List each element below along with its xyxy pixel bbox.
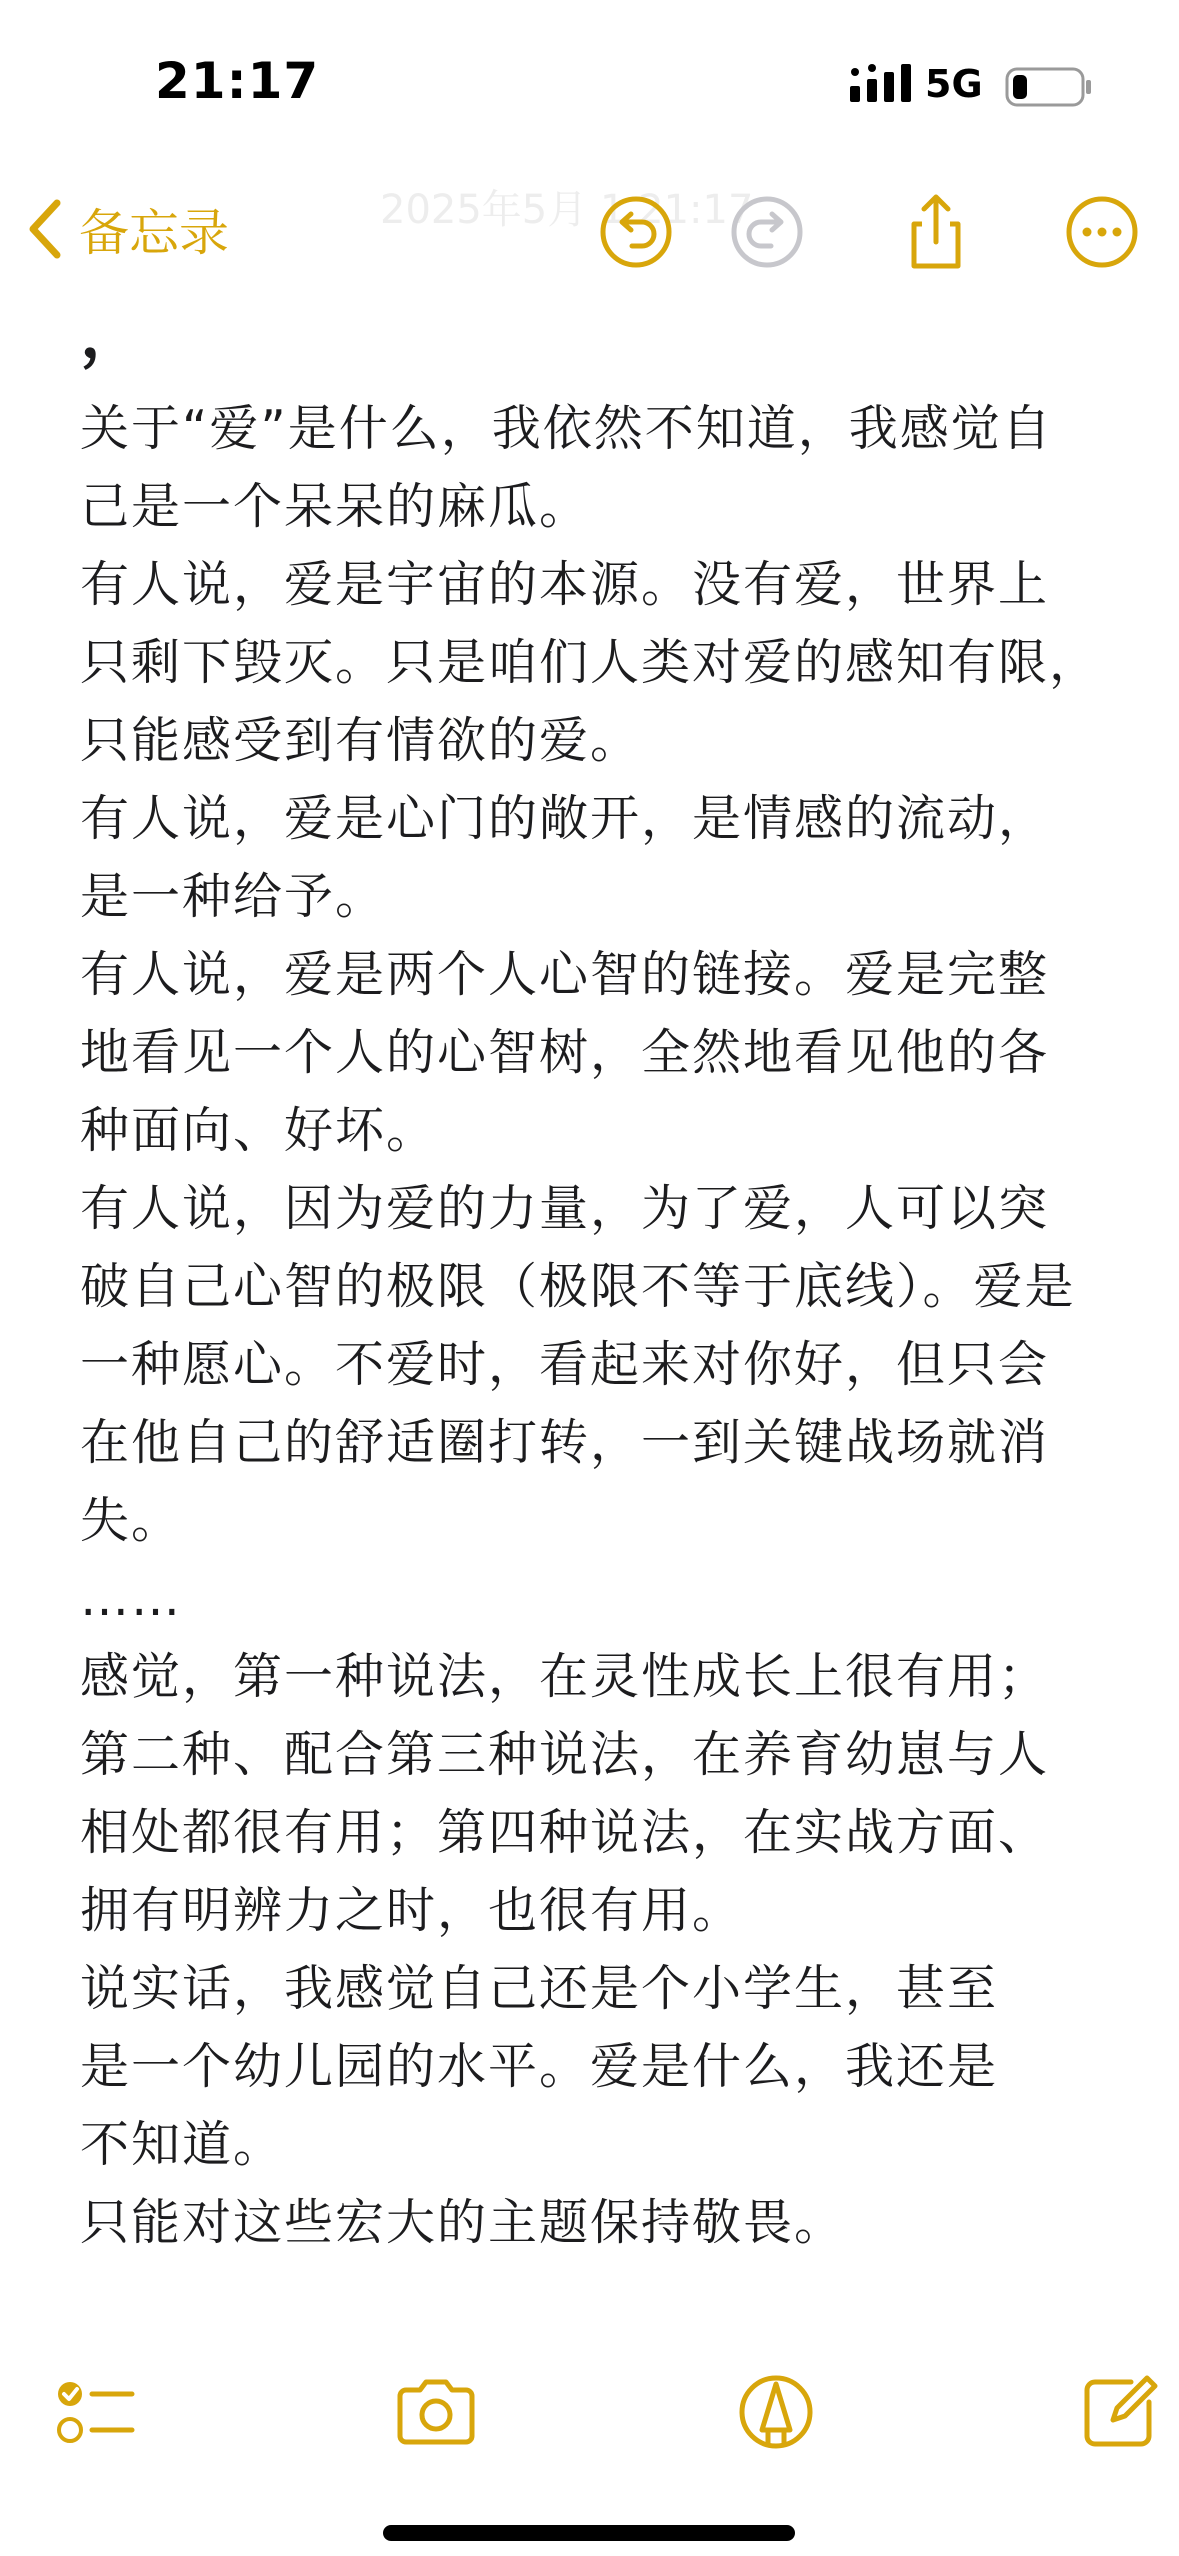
note-line: 不知道。 <box>80 2116 285 2173</box>
undo-icon[interactable] <box>596 192 676 272</box>
note-line: …… <box>80 1570 182 1627</box>
network-type: 5G <box>925 62 983 106</box>
note-line: 己是一个呆呆的麻瓜。 <box>80 478 591 535</box>
note-body[interactable] <box>80 300 1120 2262</box>
chevron-left-icon <box>25 197 65 261</box>
checklist-icon[interactable] <box>52 2370 136 2454</box>
status-bar <box>0 0 1179 150</box>
signal-icon <box>850 64 914 102</box>
nav-bar <box>0 170 1179 290</box>
compose-icon[interactable] <box>1077 2370 1161 2454</box>
note-line: 在他自己的舒适圈打转，一到关键战场就消 <box>80 1414 1050 1471</box>
note-line: 有人说，爱是心门的敞开，是情感的流动， <box>80 790 1050 847</box>
note-line: 有人说，爱是两个人心智的链接。爱是完整 <box>80 946 1050 1003</box>
note-line: 只剩下毁灭。只是咱们人类对爱的感知有限， <box>80 634 1101 691</box>
back-label: 备忘录 <box>79 204 229 262</box>
note-line: 关于“爱”是什么，我依然不知道，我感觉自 <box>80 400 1053 457</box>
camera-icon[interactable] <box>394 2370 478 2454</box>
note-line: 只能感受到有情欲的爱。 <box>80 712 642 769</box>
note-line: 有人说，因为爱的力量，为了爱，人可以突 <box>80 1180 1050 1237</box>
note-line: 破自己心智的极限（极限不等于底线）。爱是 <box>80 1258 1076 1315</box>
note-line: 是一种给予。 <box>80 868 387 925</box>
note-line: 是一个幼儿园的水平。爱是什么，我还是 <box>80 2038 999 2095</box>
note-line: 有人说，爱是宇宙的本源。没有爱，世界上 <box>80 556 1050 613</box>
note-date-faded: 2025年5月 1 21:17 <box>380 187 754 233</box>
redo-icon[interactable] <box>727 192 807 272</box>
share-icon[interactable] <box>896 192 976 272</box>
status-time: 21:17 <box>155 52 320 110</box>
note-line: 拥有明辨力之时，也很有用。 <box>80 1882 744 1939</box>
more-icon[interactable] <box>1062 192 1142 272</box>
battery-icon <box>1005 67 1095 107</box>
note-line: ， <box>80 298 146 372</box>
note-line: 种面向、好坏。 <box>80 1102 438 1159</box>
note-line: 感觉，第一种说法，在灵性成长上很有用； <box>80 1648 1050 1705</box>
home-indicator[interactable] <box>383 2525 795 2541</box>
note-line: 相处都很有用；第四种说法，在实战方面、 <box>80 1804 1050 1861</box>
note-line: 地看见一个人的心智树，全然地看见他的各 <box>80 1024 1050 1081</box>
note-line: 说实话，我感觉自己还是个小学生，甚至 <box>80 1960 999 2017</box>
note-line: 只能对这些宏大的主题保持敬畏。 <box>80 2194 846 2251</box>
note-line: 一种愿心。不爱时，看起来对你好，但只会 <box>80 1336 1050 1393</box>
note-line: 第二种、配合第三种说法，在养育幼崽与人 <box>80 1726 1050 1783</box>
back-button[interactable] <box>25 194 229 264</box>
note-line: 失。 <box>80 1492 183 1549</box>
markup-pen-icon[interactable] <box>734 2370 818 2454</box>
bottom-toolbar <box>0 2360 1179 2460</box>
